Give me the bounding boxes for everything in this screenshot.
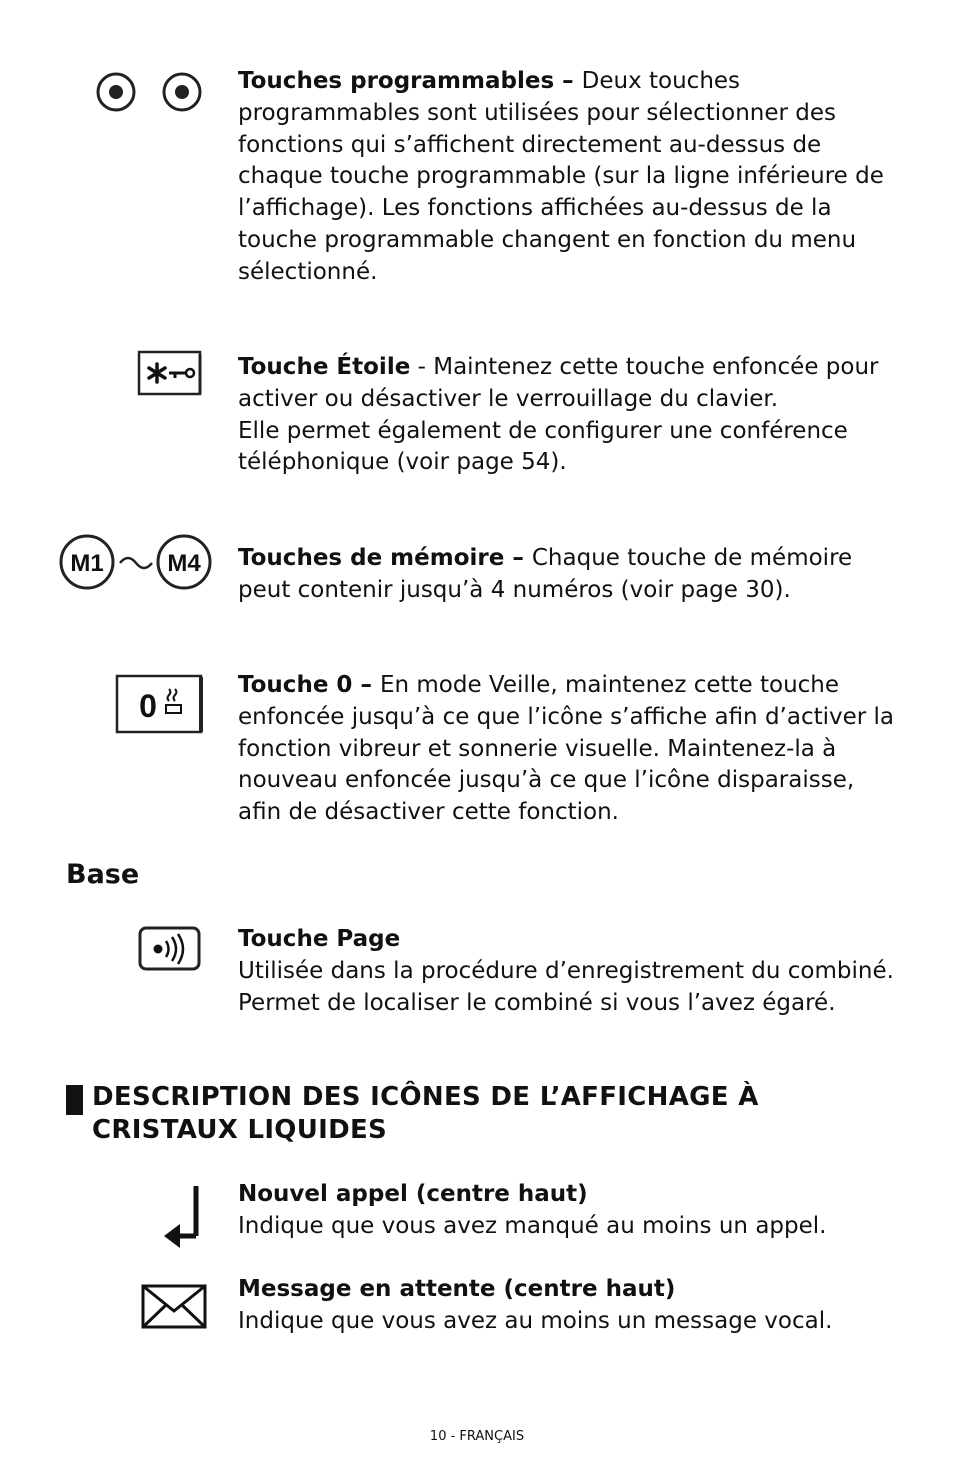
memory-keys-icon [58,533,214,591]
new-call-description [238,1179,898,1243]
zero-key-icon [114,673,206,735]
softkeys-icon [94,68,206,116]
new-call-body: Indique que vous avez manqué au moins un appel. [238,1212,827,1239]
zero-key-title: Touche 0 [238,672,353,698]
page-key-icon [137,925,203,973]
page-key-description [238,924,898,1019]
star-key-body: Maintenez cette touche enfoncée pour activer ou désactiver le verrouillage du clavier. [238,354,879,412]
new-call-title: Nouvel appel (centre haut) [238,1181,588,1207]
softkeys-description: Touches programmables – Deux touches programmables sont utilisées pour sélectionner des fonctions qui s’affichent directement au-dessus de chaque touche programmable (sur la ligne inférieure de l’affichage). Les fonctions affichées au-dessus de la touche programmable changent en fonction du menu sélectionné. [238,68,884,285]
zero-key-body: En mode Veille, maintenez cette touche enfoncée jusqu’à ce que l’icône s’affiche afin d’activer la fonction vibreur et sonnerie visuelle. Maintenez-la à nouveau enfoncée jusqu’à ce que l’icône disparaisse, afin de désactiver cette fonction. [238,672,895,826]
envelope-icon [140,1283,208,1331]
memory-key-m4-label: M4 [167,550,201,577]
star-key-body-2: Elle permet également de configurer une conférence téléphonique (voir page 54). [238,417,848,476]
page-footer: 10 - FRANÇAIS [429,1429,525,1444]
softkeys-body: Deux touches programmables sont utilisées pour sélectionner des fonctions qui s’affichent directement au-dessus de chaque touche programmable (sur la ligne inférieure de l’affichage). Les fonctions affichées au-dessus de la touche programmable changent en fonction du menu sélectionné. [238,68,884,285]
zero-key-description: Touche 0 – En mode Veille, maintenez cette touche enfoncée jusqu’à ce que l’icône s’affiche afin d’activer la fonction vibreur et sonnerie visuelle. Maintenez-la à nouveau enfoncée jusqu’à ce que l’icône disparaisse, afin de désactiver cette fonction. [238,672,895,826]
memory-key-m1-label: M1 [70,550,104,577]
message-waiting-description [238,1274,898,1338]
section-marker-bar [66,1085,83,1115]
memory-keys-description: Touches de mémoire – Chaque touche de mémoire peut contenir jusqu’à 4 numéros (voir page 30). [238,545,853,603]
base-heading: Base [66,859,140,890]
memory-keys-body: Chaque touche de mémoire peut contenir jusqu’à 4 numéros (voir page 30). [238,545,853,603]
zero-key-label: 0 [139,688,157,724]
star-key-title: Touche Étoile [238,354,411,380]
message-waiting-title: Message en attente (centre haut) [238,1276,676,1302]
star-key-icon [137,350,203,398]
page-key-body: Utilisée dans la procédure d’enregistrement du combiné. Permet de localiser le combiné si vous l’avez égaré. [238,957,894,1016]
star-key-description: Touche Étoile - Maintenez cette touche enfoncée pour activer ou désactiver le verrouillage du clavier. Elle permet également de configurer une conférence téléphonique (voir page 54). [238,354,879,476]
softkeys-title: Touches programmables [238,68,555,94]
memory-keys-title: Touches de mémoire [238,545,505,571]
section-title: DESCRIPTION DES ICÔNES DE L’AFFICHAGE À CRISTAUX LIQUIDES [92,1082,759,1145]
new-call-arrow-icon [160,1184,206,1256]
page-key-title: Touche Page [238,926,401,952]
message-waiting-body: Indique que vous avez au moins un message vocal. [238,1307,833,1334]
